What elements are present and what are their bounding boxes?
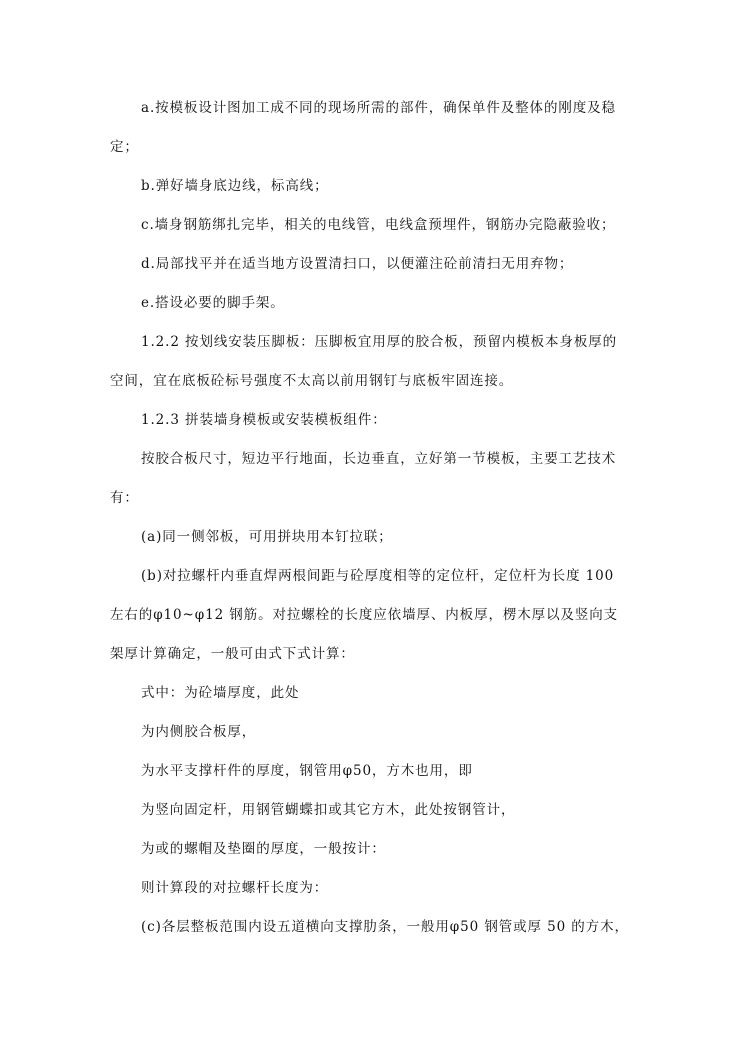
paragraph-d: d.局部找平并在适当地方设置清扫口，以便灌注砼前清扫无用弃物；	[141, 256, 574, 272]
paragraph-e: e.搭设必要的脚手架。	[141, 295, 285, 311]
paragraph-a-line-1: a.按模板设计图加工成不同的现场所需的部件，确保单件及整体的刚度及稳	[141, 100, 616, 116]
paragraph-c: c.墙身钢筋绑扎完毕，相关的电线管，电线盒预埋件，钢筋办完隐蔽验收；	[141, 217, 616, 233]
formula-note-1: 式中：为砼墙厚度，此处	[141, 685, 300, 701]
item-b-line-2: 左右的φ10~φ12 钢筋。对拉螺栓的长度应依墙厚、内板厚，楞木厚以及竖向支	[110, 607, 619, 623]
formula-note-3: 为水平支撑杆件的厚度，钢管用φ50，方木也用，即	[141, 763, 473, 779]
item-b-line-3: 架厚计算确定，一般可由式下式计算：	[110, 646, 355, 662]
item-c: (c)各层整板范围内设五道横向支撑肋条，一般用φ50 钢管或厚 50 的方木，	[141, 919, 629, 935]
formula-result: 则计算段的对拉螺杆长度为：	[141, 880, 329, 896]
paragraph-a-line-2: 定；	[110, 139, 139, 155]
section-1-2-3-heading: 1.2.3 拼装墙身模板或安装模板组件：	[141, 412, 387, 428]
section-1-2-2-line-1: 1.2.2 按划线安装压脚板：压脚板宜用厚的胶合板，预留内模板本身板厚的	[141, 334, 618, 350]
paragraph-b: b.弹好墙身底边线，标高线；	[141, 178, 329, 194]
item-a: (a)同一侧邻板，可用拼块用本钉拉联；	[141, 529, 393, 545]
formula-note-4: 为竖向固定杆，用钢管蝴蝶扣或其它方木，此处按钢管计，	[141, 802, 516, 818]
technique-intro-line-1: 按胶合板尺寸，短边平行地面，长边垂直，立好第一节模板，主要工艺技术	[141, 451, 617, 467]
formula-note-5: 为或的螺帽及垫圈的厚度，一般按计：	[141, 841, 386, 857]
formula-note-2: 为内侧胶合板厚，	[141, 724, 257, 740]
section-1-2-2-line-2: 空间，宜在底板砼标号强度不太高以前用钢钉与底板牢固连接。	[110, 373, 514, 389]
item-b-line-1: (b)对拉螺杆内垂直焊两根间距与砼厚度相等的定位杆，定位杆为长度 100	[141, 568, 615, 584]
technique-intro-line-2: 有：	[110, 490, 139, 506]
